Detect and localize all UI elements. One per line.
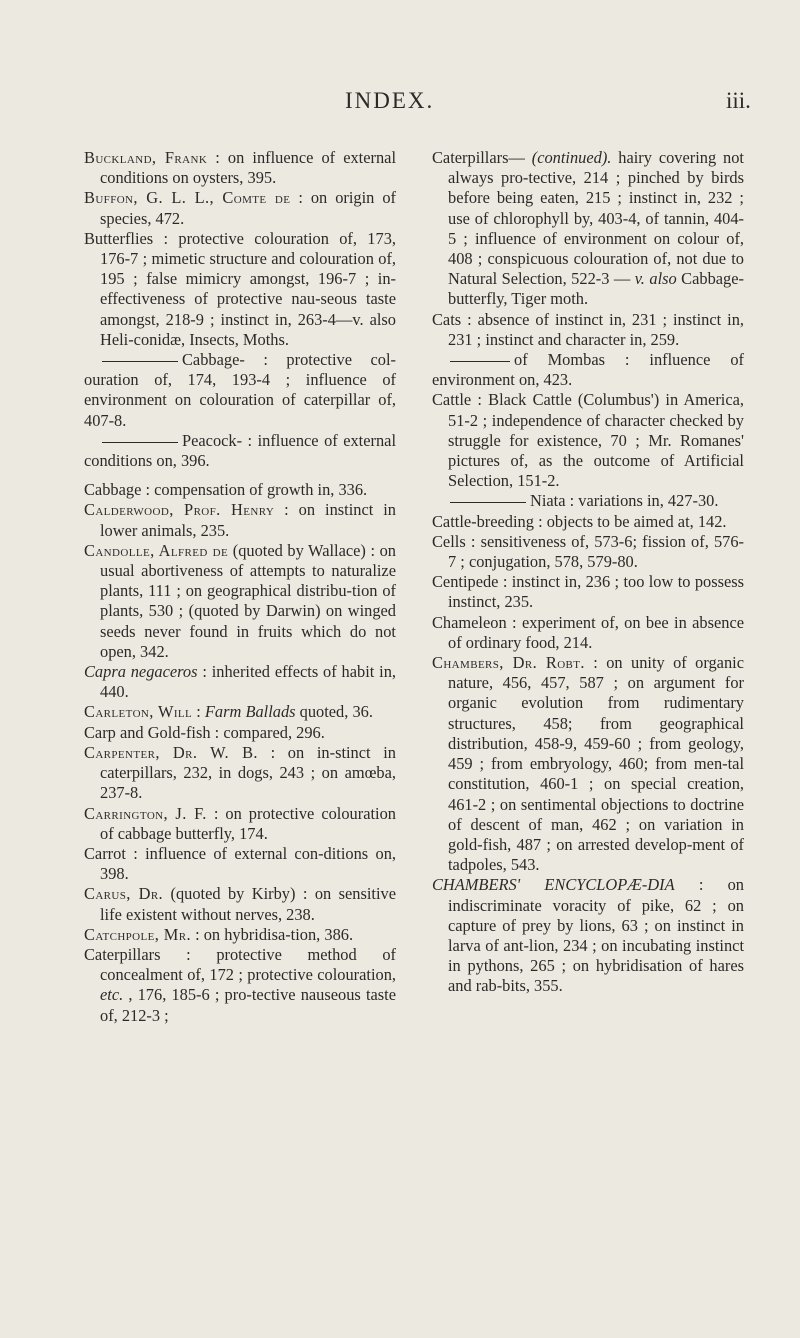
entry-heading: Chambers, Dr. Robt. <box>432 653 585 673</box>
index-subentry <box>432 350 744 390</box>
index-entry <box>432 875 744 996</box>
entry-text: : on hybridisa-tion, 386. <box>195 924 354 944</box>
entry-heading: Buffon, G. L. L., Comte de <box>84 188 291 208</box>
entry-italic: v. also <box>634 269 677 289</box>
entry-text: : inherited effects of habit in, 440. <box>100 662 396 702</box>
entry-text: (quoted by Kirby) : on sensitive life existent without nerves, 238. <box>100 884 396 924</box>
entry-heading: Carrington, J. F. <box>84 803 207 823</box>
entry-heading: Carleton, Will <box>84 702 193 722</box>
entry-heading: CHAMBERS' ENCYCLOPÆ-DIA <box>432 875 675 895</box>
entry-text: : compared, 296. <box>214 722 325 742</box>
entry-text: (quoted by Wallace) : on usual abortiveness of attempts to naturalize plants, 111 ; on geographical distribu-tion of plants, 530 ; (quoted by Darwin) on winged seeds never found in fruits which do not open, 342. <box>100 540 396 661</box>
index-entry <box>84 702 396 722</box>
entry-heading: Caterpillars— <box>432 148 525 167</box>
index-entry <box>84 945 396 1026</box>
entry-heading: Cabbage <box>84 480 142 500</box>
entry-heading: Cattle <box>432 390 472 410</box>
index-entry <box>432 148 744 310</box>
entry-heading: Carus, Dr. <box>84 884 164 904</box>
entry-text: hairy covering not always pro-tective, 214 ; pinched by birds before being eaten, 215 ; instinct in, 232 ; use of chlorophyll by, 403-4, of tannin, 404-5 ; influence of environment on colour of, 408 ; conspicuous colouration of, not due to Natural Selection, 522-3 — <box>448 148 744 289</box>
index-entry <box>84 480 396 500</box>
entry-text: : Black Cattle (Columbus') in America, 51-2 ; independence of character checked by struggle for existence, 70 ; Mr. Romanes' pictures of, as the outcome of Artificial Selection, 151-2. <box>448 390 744 491</box>
entry-text: : protective colouration of, 173, 176-7 ; mimetic structure and colouration of, 195 ; false mimicry amongst, 196-7 ; in-effectiveness of protective nau-seous taste amongst, 218-9 ; instinct in, 263-4—v. also Heli-conidæ, Insects, Moths. <box>100 228 396 349</box>
entry-heading: Carp and Gold-fish <box>84 722 211 742</box>
ditto-rule <box>102 442 178 443</box>
entry-heading: Caterpillars <box>84 944 161 964</box>
entry-text: : sensitiveness of, 573-6; fission of, 576-7 ; conjugation, 578, 579-80. <box>448 531 744 572</box>
entry-text: : on protective colouration of cabbage butterfly, 174. <box>100 803 396 843</box>
entry-text: Cabbage-butterfly, Tiger moth. <box>448 269 744 309</box>
entry-text: : on influence of external conditions on oysters, 395. <box>100 148 396 188</box>
index-entry <box>84 804 396 844</box>
index-entry <box>84 229 396 350</box>
index-entry <box>432 653 744 875</box>
index-entry <box>84 148 396 188</box>
entry-text: : objects to be aimed at, 142. <box>538 511 727 531</box>
index-entry <box>432 310 744 350</box>
index-column-left <box>84 148 396 1026</box>
entry-text: : instinct in, 236 ; too low to possess instinct, 235. <box>448 572 744 612</box>
entry-heading: Carrot <box>84 843 126 863</box>
entry-heading: Candolle, Alfred de <box>84 540 229 560</box>
index-entry <box>84 662 396 702</box>
entry-text: Cabbage- : protective col-ouration of, 174, 193-4 ; influence of environment on colouration of caterpillar of, 407-8. <box>84 350 396 430</box>
entry-text: , 176, 185-6 ; pro-tective nauseous taste of, 212-3 ; <box>100 985 396 1025</box>
entry-italic: etc. <box>100 985 124 1005</box>
index-subentry <box>84 431 396 471</box>
running-title: INDEX. <box>345 88 435 113</box>
entry-heading: Catchpole, Mr. <box>84 924 191 944</box>
page-number: iii. <box>726 88 751 113</box>
index-entry <box>84 541 396 662</box>
entry-heading: Cells <box>432 531 466 551</box>
entry-text: : on in-stinct in caterpillars, 232, in dogs, 243 ; on amœba, 237-8. <box>100 742 396 803</box>
entry-text: : on instinct in lower animals, 235. <box>100 500 396 540</box>
index-entry <box>432 390 744 491</box>
entry-text: : <box>196 702 201 722</box>
entry-heading: Centipede <box>432 572 499 592</box>
entry-text: of Mombas : influence of environment on, 423. <box>432 350 744 390</box>
index-entry <box>84 925 396 945</box>
entry-text: Peacock- : influence of external conditions on, 396. <box>84 430 396 471</box>
entry-text: Niata : variations in, 427-30. <box>530 491 719 511</box>
entry-heading: Capra negaceros <box>84 662 198 682</box>
entry-heading: Cattle-breeding <box>432 511 534 531</box>
entry-heading: Calderwood, Prof. Henry <box>84 500 275 520</box>
entry-heading: Buckland, Frank <box>84 148 208 167</box>
entry-text: : on unity of organic nature, 456, 457, 587 ; on argument for organic evolution from rudimentary structures, 458; from geographical distribution, 458-9, 459-60 ; from geology, 459 ; from embryology, 460; from men-tal constitution, 460-1 ; on special creation, 461-2 ; on sentimental objections to doctrine of descent of man, 462 ; on variation in gold-fish, 487 ; on arrested develop-ment of tadpoles, 543. <box>448 653 744 875</box>
entry-heading: Cats <box>432 309 462 329</box>
ditto-rule <box>102 361 178 362</box>
index-entry <box>84 844 396 884</box>
index-entry <box>84 500 396 540</box>
index-entry <box>432 613 744 653</box>
index-column-right <box>432 148 744 997</box>
index-entry <box>84 188 396 228</box>
index-entry <box>432 572 744 612</box>
entry-text: : absence of instinct in, 231 ; instinct in, 231 ; instinct and character in, 259. <box>448 309 744 349</box>
entry-text: : experiment of, on bee in absence of ordinary food, 214. <box>448 612 744 652</box>
entry-text: : on origin of species, 472. <box>100 188 397 228</box>
index-entry <box>432 512 744 532</box>
entry-text: : protective method of concealment of, 172 ; protective colouration, <box>100 944 396 985</box>
index-entry <box>84 743 396 804</box>
entry-italic: Farm Ballads <box>204 702 296 722</box>
entry-text: : on indiscriminate voracity of pike, 62 ; on capture of prey by lions, 63 ; on instinct in larva of ant-lion, 234 ; on incubating instinct in pythons, 265 ; on hybridisation of hares and rab-bits, 355. <box>448 875 745 996</box>
ditto-rule <box>450 361 510 362</box>
entry-heading: Butterflies <box>84 228 154 248</box>
ditto-rule <box>450 502 526 503</box>
entry-text: : influence of external con-ditions on, 398. <box>100 843 396 884</box>
entry-italic: (continued). <box>531 148 612 167</box>
entry-text: : compensation of growth in, 336. <box>145 480 368 500</box>
index-subentry <box>84 350 396 431</box>
index-entry <box>432 532 744 572</box>
entry-heading: Carpenter, Dr. W. B. <box>84 742 258 762</box>
entry-heading: Chameleon <box>432 612 507 632</box>
index-entry <box>84 723 396 743</box>
index-entry <box>84 884 396 924</box>
index-subentry <box>432 491 744 511</box>
entry-text: quoted, 36. <box>299 702 373 722</box>
